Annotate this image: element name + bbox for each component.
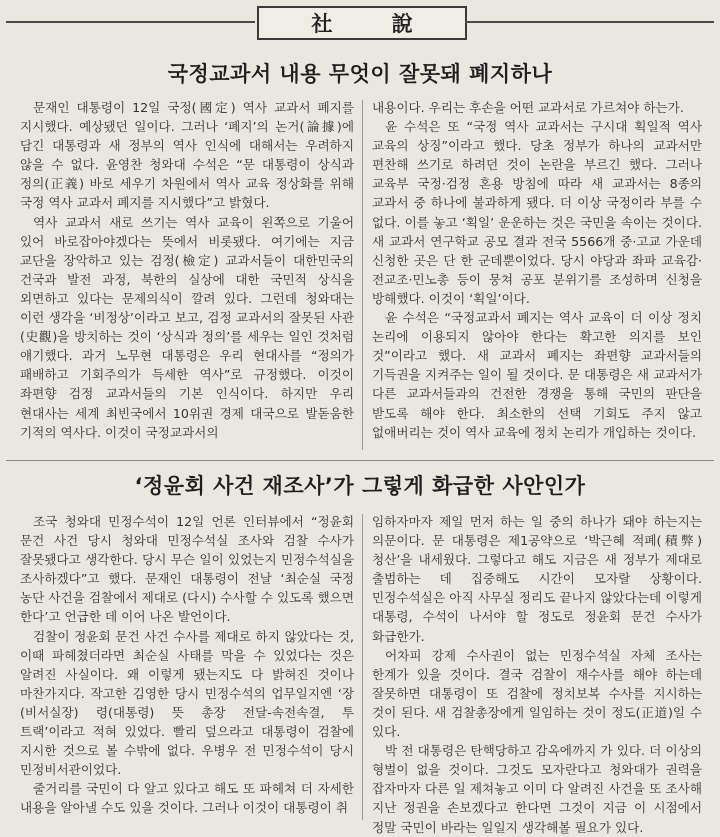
editorial2-right-paragraph: 박 전 대통령은 탄핵당하고 감옥에까지 가 있다. 더 이상의 형벌이 없을 것이다. 그것도 모자란다고 청와대가 권력을 잡자마자 다른 일 제쳐놓고 이미 다 알려진 사건을 또 조사해 지난 정권을 손보겠다고 한다면 그것이 지금 이 시점에서 정말 국민이 바라는 일일지 생각해볼 필요가 있다. bbox=[372, 743, 702, 835]
editorial2-headline: ‘정윤회 사건 재조사’가 그렇게 화급한 사안인가 bbox=[134, 474, 586, 498]
section-rule bbox=[6, 460, 714, 461]
editorial1-right-paragraph: 내용이다. 우리는 후손을 어떤 교과서로 가르쳐야 하는가. bbox=[372, 100, 684, 115]
editorial1-headline: 국정교과서 내용 무엇이 잘못돼 폐지하나 bbox=[167, 62, 553, 86]
editorial2-left-paragraph: 조국 청와대 민정수석이 12일 언론 인터뷰에서 “정윤회 문건 사건 당시 청와대 민정수석실 조사와 검찰 수사가 잘못됐다고 생각한다. 당시 무슨 일이 있었는지 민정수석실을 조사하겠다”고 했다. 문재인 대통령이 전날 ‘최순실 국정 농단 사건을 검찰에서 제대로 (다시) 수사할 수 있도록 했으면 한다’고 언급한 데 이어 나온 발언이다. bbox=[20, 514, 354, 625]
editorial1-right-paragraph: 윤 수석은 또 “국정 역사 교과서는 구시대 획일적 역사 교육의 상징”이라고 했다. 당초 정부가 하나의 교과서만 편찬해 쓰기로 하려던 것이 논란을 부르긴 했다. 그러나 교육부 국정·검정 혼용 방침에 따라 새 교과서는 8종의 교과서 중 하나에 불과하게 됐다. 더 이상 국정이라 부를 수 없다. 이를 놓고 ‘획일’ 운운하는 것은 국민을 속이는 것이다. 새 교과서 연구학교 공모 결과 전국 5566개 중·고교 가운데 신청한 곳은 단 한 군데뿐이었다. 당시 야당과 좌파 교육감·전교조·민노총 등이 뭉쳐 공포 분위기를 조성하며 신청을 방해했다. 이것이 ‘획일’이다. bbox=[372, 119, 702, 306]
editorial2-right-column bbox=[372, 512, 702, 835]
top-rule-left bbox=[6, 21, 255, 23]
masthead-title: 社 說 bbox=[311, 11, 439, 36]
editorial1-right-paragraph: 윤 수석은 “국정교과서 폐지는 역사 교육이 더 이상 정치 논리에 이용되지 않아야 한다는 확고한 의지를 보인 것”이라고 했다. 새 교과서 폐지는 좌편향 교과서들의 기득권을 지켜주는 일이 될 것이다. 문 대통령은 새 교과서가 다른 교과서들과의 건전한 경쟁을 통해 국민의 판단을 받도록 해야 한다. 최소한의 선택 기회도 주지 않고 없애버리는 것이 역사 교육에 정치 논리가 개입하는 것이다. bbox=[372, 310, 702, 440]
editorial-masthead bbox=[257, 6, 467, 40]
editorial1-left-column bbox=[20, 98, 354, 456]
editorial1-right-column bbox=[372, 98, 702, 456]
editorial2-left-paragraph: 검찰이 정윤회 문건 사건 수사를 제대로 하지 않았다는 것, 이때 파헤쳤더라면 최순실 사태를 막을 수 있었다는 것은 알려진 사실이다. 왜 이렇게 됐는지도 다 밝혀진 것이나 마찬가지다. 작고한 김영한 당시 민정수석의 업무일지엔 ‘장(비서실장) 령(대통령) 뜻 총장 전달-속전속결, 투 트랙’이라고 적혀 있었다. 빨리 덮으라고 대통령이 검찰에 지시한 것으로 볼 수밖에 없다. 우병우 전 민정수석이 당시 민정비서관이었다. bbox=[20, 628, 354, 778]
editorial2-left-column bbox=[20, 512, 354, 824]
editorial1-left-paragraph: 문재인 대통령이 12일 국정(國定) 역사 교과서 폐지를 지시했다. 예상됐던 일이다. 그러나 ‘폐지’의 논거(論據)에 담긴 대통령과 새 정부의 역사 인식에 대해서는 우려하지 않을 수 없다. 윤영찬 청와대 수석은 “문 대통령이 상식과 정의(正義) 바로 세우기 차원에서 역사 교육 정상화를 위해 국정 역사 교과서 폐지를 지시했다”고 밝혔다. bbox=[20, 100, 354, 211]
editorial2-right-paragraph: 임하자마자 제일 먼저 하는 일 중의 하나가 돼야 하는지는 의문이다. 문 대통령은 제1공약으로 ‘박근혜 적폐(積弊) 청산’을 내세웠다. 그렇다고 해도 지금은 새 정부가 제대로 출범하는 데 집중해도 시간이 모자랄 상황이다. 민정수석실은 아직 사무실 정리도 끝나지 않았다는데 이렇게 대통령, 수석이 나서야 할 정도로 정윤회 문건 수사가 화급한가. bbox=[372, 514, 702, 644]
editorial2-right-paragraph: 어차피 강제 수사권이 없는 민정수석실 자체 조사는 한계가 있을 것이다. 결국 검찰이 재수사를 해야 하는데 잘못하면 대통령이 또 검찰에 정치보복 수사를 지시하는 것이 된다. 새 검찰총장에게 일임하는 것이 정도(正道)일 수 있다. bbox=[372, 647, 702, 740]
column-divider bbox=[362, 100, 363, 450]
top-rule-right bbox=[465, 21, 714, 23]
editorial1-left-paragraph: 역사 교과서 새로 쓰기는 역사 교육이 왼쪽으로 기울어 있어 바로잡아야겠다는 뜻에서 비롯됐다. 여기에는 지금 교단을 장악하고 있는 검정(檢定) 교과서들이 대한민국의 건국과 발전 과정, 북한의 실상에 대한 국민적 상식을 외면하고 있다는 문제의식이 깔려 있다. 그런데 청와대는 이런 생각을 ‘비정상’이라고 보고, 검정 교과서의 잘못된 사관(史觀)을 방치하는 것이 ‘상식과 정의’를 세우는 일인 것처럼 얘기했다. 과거 노무현 대통령은 우리 현대사를 “정의가 패배하고 기회주의가 득세한 역사”로 규정했다. 이것이 좌편향 검정 교과서들의 기본 인식이다. 하지만 우리 현대사는 세계 최빈국에서 10위권 경제 대국으로 발돋움한 기적의 역사다. 이것이 국정교과서의 bbox=[20, 214, 354, 440]
editorial2-left-paragraph: 줄거리를 국민이 다 알고 있다고 해도 또 파헤쳐 더 자세한 내용을 알아낼 수도 있을 것이다. 그러나 이것이 대통령이 취 bbox=[20, 781, 354, 816]
column-divider bbox=[362, 514, 363, 820]
